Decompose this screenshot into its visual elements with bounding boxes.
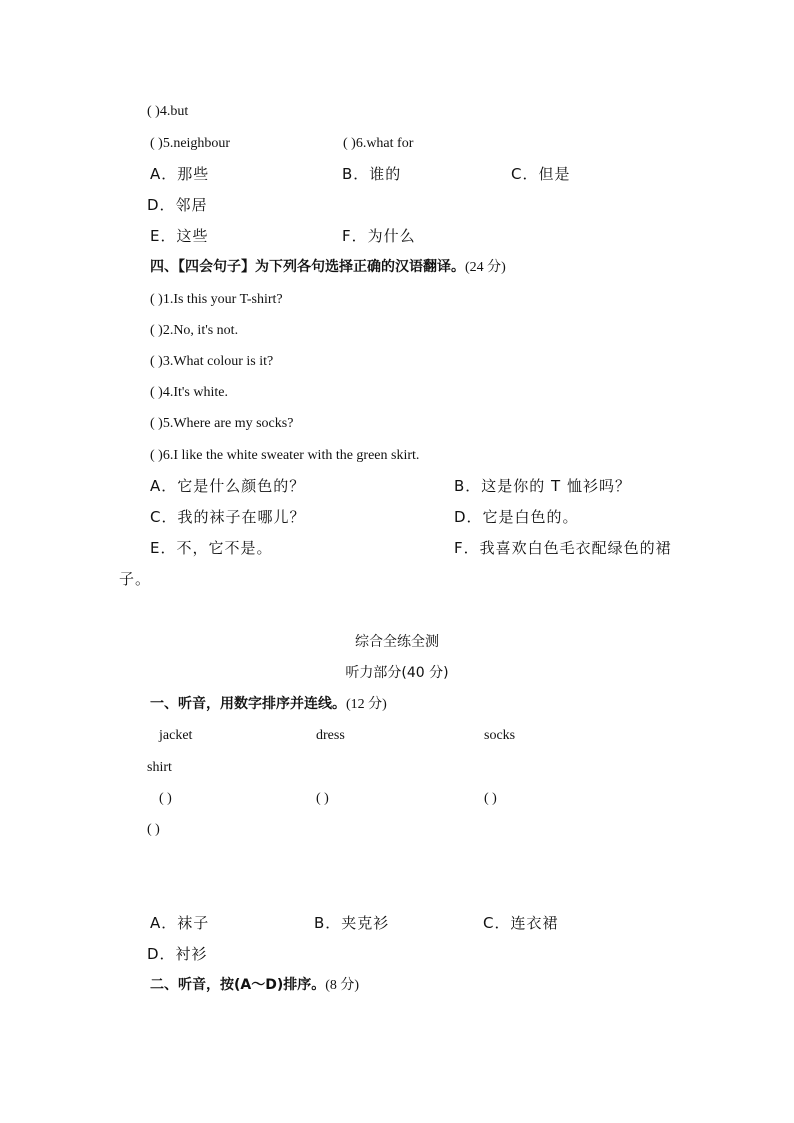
listening-section-title: 听力部分(40 分) [345, 665, 449, 681]
q3-option-b: B．谁的 [342, 165, 402, 183]
listen1-option-a: A．袜子 [150, 914, 210, 932]
part4-option-f: F．我喜欢白色毛衣配绿色的裙 [454, 539, 672, 557]
answer-blank-4: ( ) [147, 822, 160, 837]
answer-blank-2: ( ) [316, 791, 329, 806]
q3-option-c: C．但是 [511, 165, 571, 183]
q3-item-4: ( )4.but [147, 104, 189, 119]
part4-item-4: ( )4.It's white. [150, 385, 228, 400]
q3-option-a: A．那些 [150, 165, 210, 183]
part4-item-1: ( )1.Is this your T-shirt? [150, 292, 283, 307]
part4-option-f-continuation: 子。 [119, 570, 152, 588]
part4-option-c: C．我的袜子在哪儿？ [150, 508, 306, 526]
q3-option-d: D．邻居 [147, 196, 208, 214]
listen1-option-b: B．夹克衫 [314, 914, 390, 932]
q3-item-5: ( )5.neighbour [150, 136, 231, 151]
word-jacket: jacket [159, 728, 193, 743]
part4-option-b: B．这是你的 T 恤衫吗？ [454, 477, 631, 495]
q3-item-6: ( )6.what for [343, 136, 414, 151]
part4-heading: 四、【四会句子】为下列各句选择正确的汉语翻译。(24 分) [150, 259, 506, 275]
part4-item-3: ( )3.What colour is it? [150, 354, 274, 369]
part4-option-a: A．它是什么颜色的？ [150, 477, 306, 495]
part4-item-5: ( )5.Where are my socks? [150, 416, 294, 431]
q3-option-e: E．这些 [150, 227, 209, 245]
part4-option-e: E．不，它不是。 [150, 539, 273, 557]
part4-item-6: ( )6.I like the white sweater with the green skirt. [150, 448, 420, 463]
test-title: 综合全练全测 [355, 634, 439, 650]
answer-blank-1: ( ) [159, 791, 172, 806]
listen1-heading: 一、听音，用数字排序并连线。(12 分) [150, 696, 387, 712]
word-dress: dress [316, 728, 345, 743]
word-shirt: shirt [147, 760, 172, 775]
listen1-option-c: C．连衣裙 [483, 914, 559, 932]
part4-item-2: ( )2.No, it's not. [150, 323, 239, 338]
listen2-heading: 二、听音，按(A～D)排序。(8 分) [150, 977, 360, 993]
word-socks: socks [484, 728, 516, 743]
answer-blank-3: ( ) [484, 791, 497, 806]
q3-option-f: F．为什么 [342, 227, 416, 245]
listen1-option-d: D．衬衫 [147, 945, 208, 963]
part4-option-d: D．它是白色的。 [454, 508, 579, 526]
